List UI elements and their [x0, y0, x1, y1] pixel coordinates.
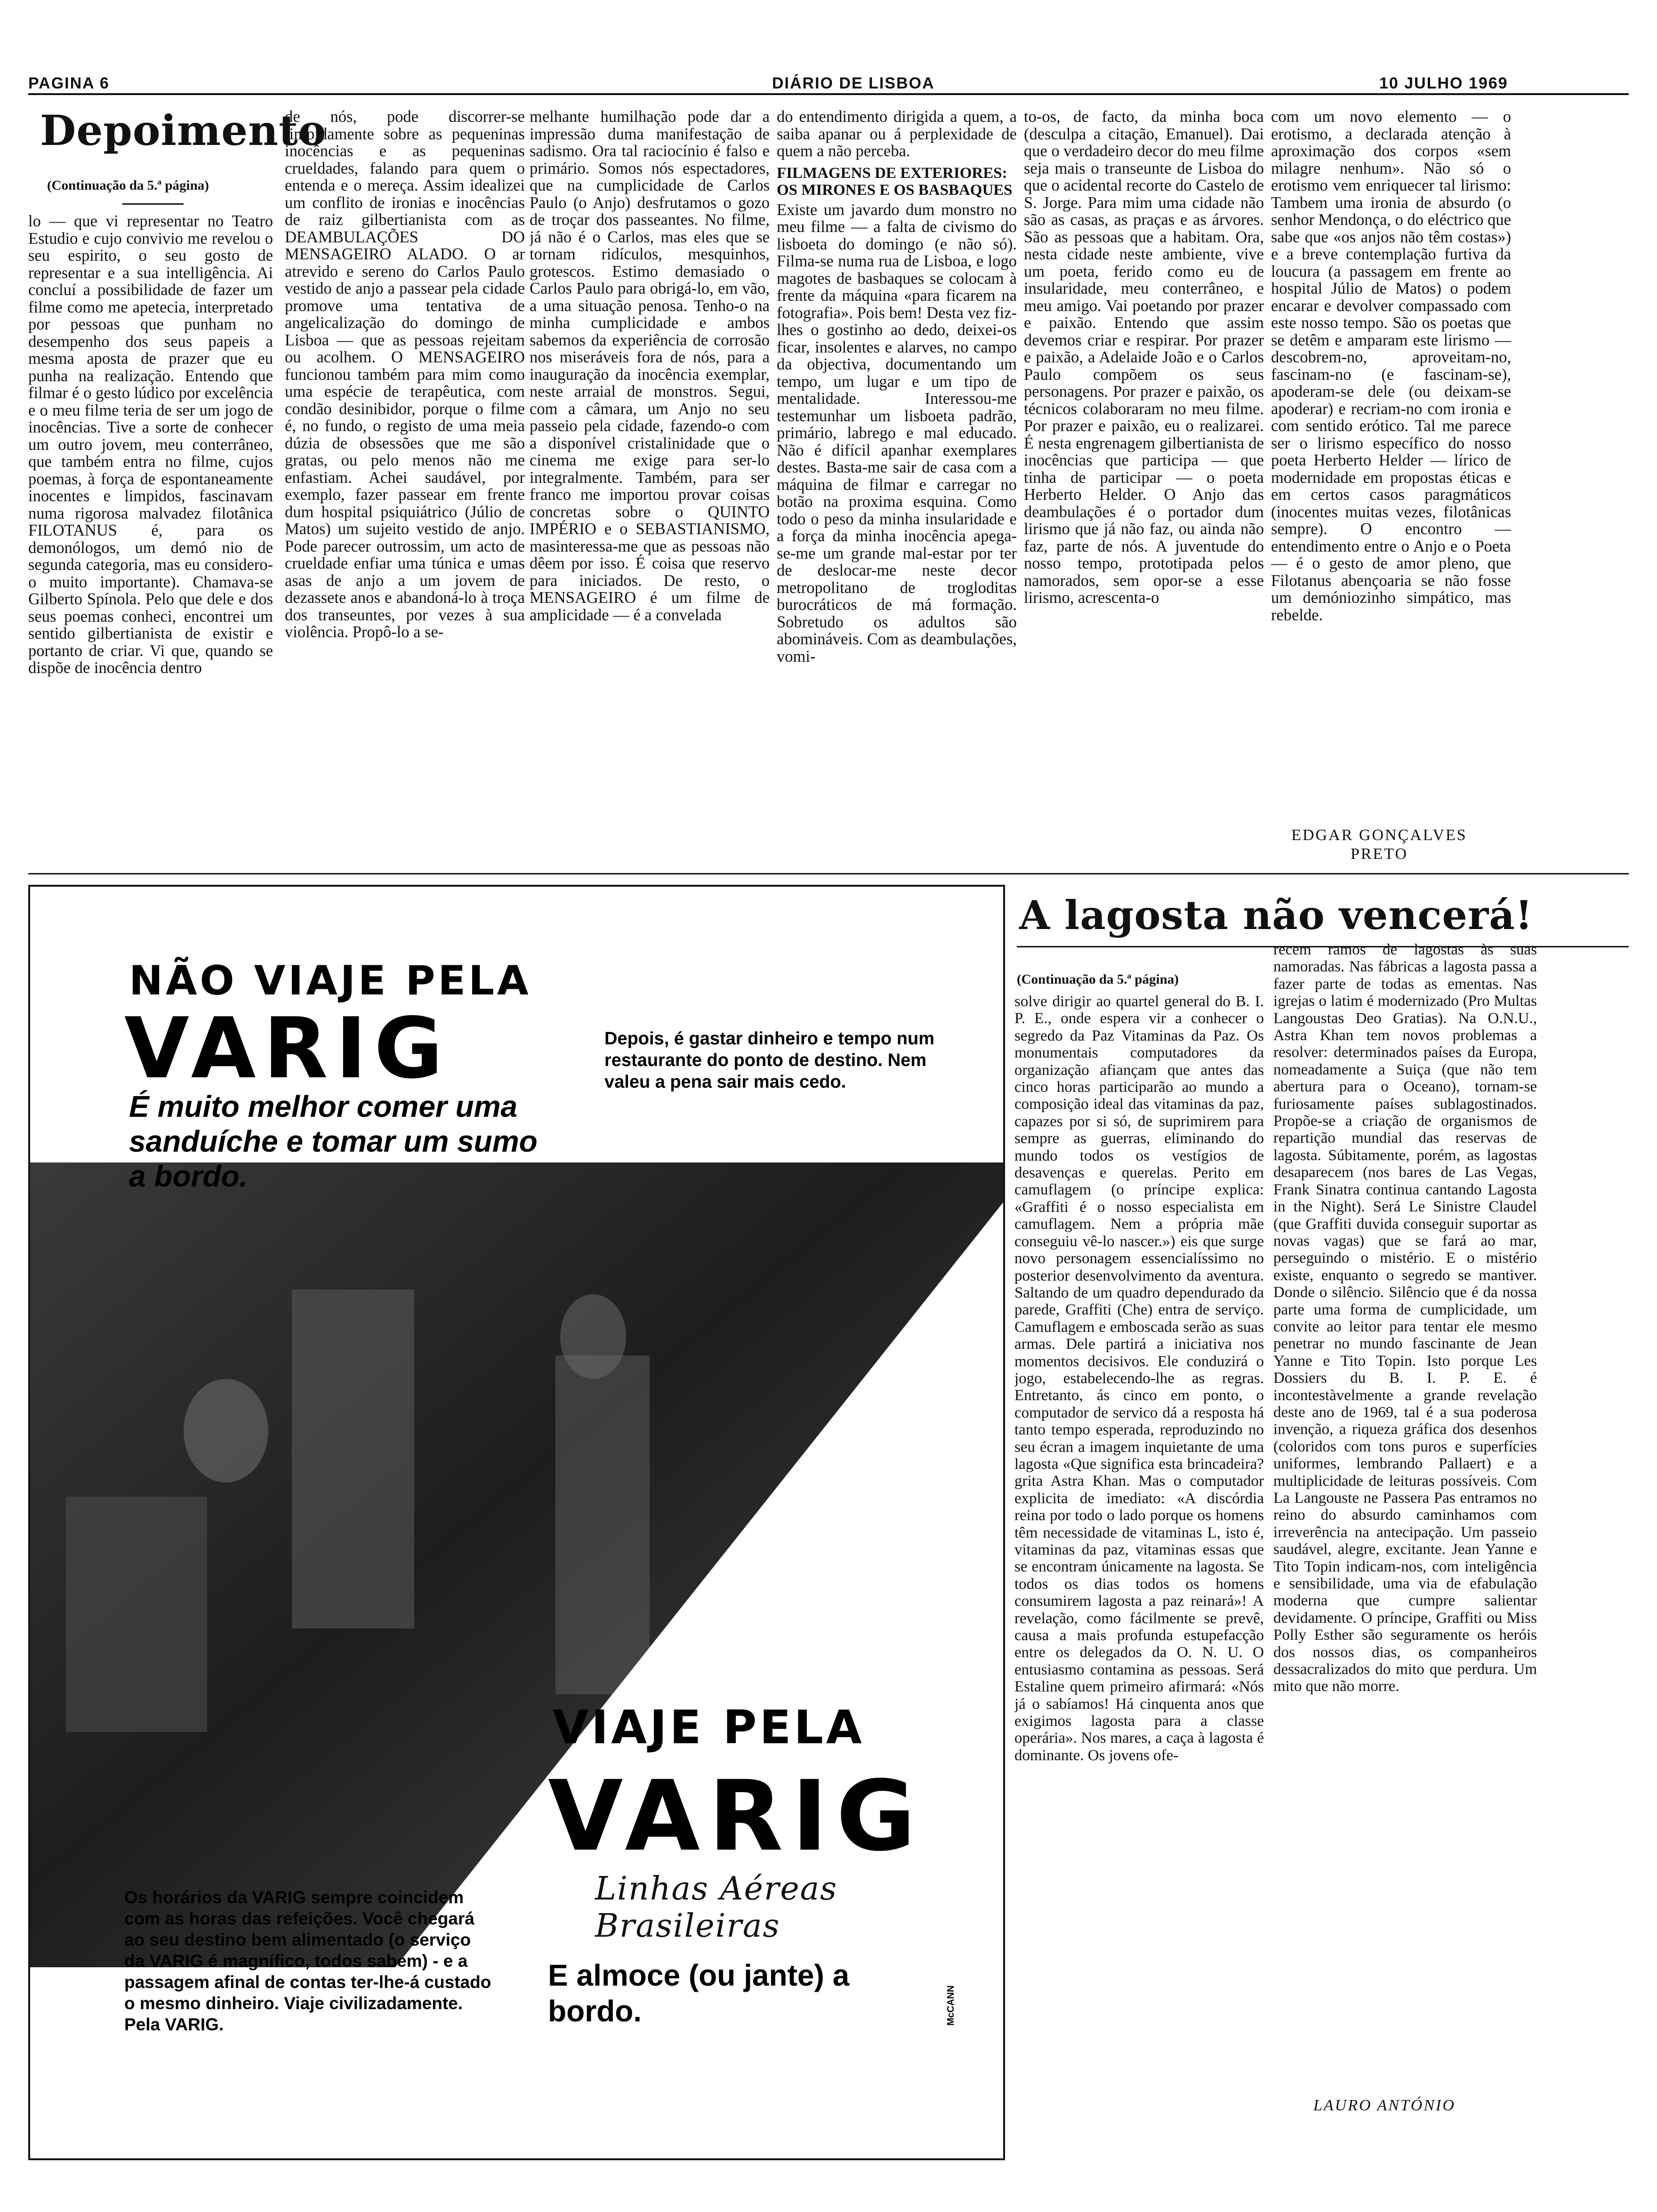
article2-author: LAURO ANTÓNIO	[1313, 2097, 1456, 2114]
continuation-rule	[122, 203, 184, 205]
article1-bottom-rule	[28, 873, 1629, 874]
issue-date: 10 JULHO 1969	[1379, 74, 1508, 92]
subheading-filmagens: FILMAGENS DE EXTERIORES: OS MIRONES E OS BASBAQUES	[777, 164, 1013, 199]
article1-column-2: de nós, pode discorrer-se limpidamente sobre as pequeninas inocências e as pequeninas crueldades, falando para quem o entenda e o mereça. Assim idealizei um conflito de ironias e inocências de raiz gilbertianista com as DEAMBULAÇÕES DO MENSAGEIRO ALADO. O ar atrevido e sereno do Carlos Paulo vestido de anjo a passear pela cidade promove uma tentativa de angelicalização do domingo de Lisboa — que as pessoas rejeitam ou acolhem. O MENSAGEIRO funcionou também para mim como uma espécie de terapêutica, com condão desinibidor, porque o filme é, no fundo, o registo de uma meia dúzia de obsessões que me são gratas, ou pelo menos não me enfastiam. Achei saudável, por exemplo, fazer passear em frente dum hospital psiquiátrico (Júlio de Matos) um sujeito vestido de anjo. Pode parecer outrossim, um acto de crueldade enfiar uma túnica e umas asas de anjo a um jovem de dezassete anos e abandoná-lo à troça dos transeuntes, por vezes à sua violência. Propô-lo a se-	[285, 108, 525, 641]
article1-column-5: to-os, de facto, da minha boca (desculpa a citação, Emanuel). Dai que o verdadeiro decor do meu filme seja mais o transeunte de Lisboa do que o acidental recorte do Castelo de S. Jorge. Para mim uma cidade não são as casas, as praças e as árvores. São as pessoas que a habitam. Ora, nesta cidade neste ambiente, vive um poeta, ferido como eu de insularidade, meu conterrâneo, e meu amigo. Vai poetando por prazer e paixão. Entendo que assim devemos criar e respirar. Por prazer e paixão, a Adelaide João e o Carlos Paulo compõem os seus personagens. Por prazer e paixão, os técnicos colaboraram no meu filme. Por prazer e paixão, eu o realizarei. É nesta engrenagem gilbertianista de inocências que participa — que tinha de participar — o poeta Herberto Helder. O Anjo das deambulações é o portador dum lirismo que já não faz, ou ainda não faz, parte de nós. A juventude do nosso tempo, prototipada pelos namorados, sem opor-se a esse lirismo, acrescenta-o	[1024, 108, 1264, 607]
page-label: PAGINA 6	[28, 74, 110, 92]
article-title-depoimento: Depoimento	[40, 106, 327, 155]
article2-column-2: recem ramos de lagostas às suas namoradas. Nas fábricas a lagosta passa a fazer parte de todas as ementas. Nas igrejas o latim é modernizado (Pro Multas Langoustas Deo Gratias). Na O.N.U., Astra Khan tem novos problemas a resolver: determinados países da Europa, nomeadamente a Suiça (que não tem abertura para o Oceano), tornam-se furiosamente países sublagostinados. Propõe-se a criação de organismos de repartição mundial das reservas de lagosta. Súbitamente, porém, as lagostas desaparecem (nos bares de Las Vegas, Frank Sinatra continua cantando Lagosta in the Night). Será Le Sinistre Claudel (que Graffiti duvida conseguir suportar as novas vagas) que se fará ao mar, perseguindo o mistério. E o mistério existe, enquanto o segredo se mantiver. Donde o silêncio. Silêncio que é da nossa parte uma forma de cumplicidade, um convite ao leitor para tentar ele mesmo penetrar no mundo fascinante de Jean Yanne e Tito Topin. Isto porque Les Dossiers du B. I. P. E. é incontestàvelmente a grande revelação deste ano de 1969, tal é a sua poderosa invenção, a riqueza gráfica dos desenhos (coloridos com tons puros e superfícies uniformes, lembrando Pallaert) e a multiplicidade de leituras possíveis. Com La Langouste ne Passera Pas entramos no reino do absurdo caminhamos com irreverência na antecipação. Um passeio saudável, alegre, excitante. Jean Yanne e Tito Topin indicam-nos, com inteligência e sensibilidade, uma via de efabulação moderna que cumpre salientar devidamente. O príncipe, Graffiti ou Miss Polly Esther são seguramente os heróis dos nossos dias, os companheiros dessacralizados do mito que perdura. Um mito que não morre.	[1273, 941, 1537, 1695]
continuation-note: (Continuação da 5.ª página)	[47, 178, 209, 193]
masthead-rule	[28, 93, 1629, 95]
varig-advert	[28, 885, 1005, 2160]
article1-column-6: com um novo elemento — o erotismo, a declarada atenção à aproximação dos corpos «sem milagre nenhum». Não só o erotismo vem enriquecer tal lirismo: Tambem uma ironia de absurdo (o senhor Mendonça, o do eléctrico que sabe que «os anjos não têm costas») e a breve contemplação furtiva da loucura (a passagem em frente ao hospital Júlio de Matos) o podem encarar e devolver compassado com este nosso tempo. São os poetas que se detêm e amparam este lirismo — descobrem-no, aproveitam-no, fascinam-no (e fascinam-se), apoderam-se dele (ou deixam-se apoderar) e recriam-no com ironia e com sentido erótico. Tal me parece ser o lirismo específico do nosso poeta Herberto Helder — lírico de modernidade em propostas éticas e em certos casos paragmáticos (inocentes muitas vezes, filotânicas sempre). O encontro — entendimento entre o Anjo e o Poeta — é o gesto de amor pleno, que Filotanus abençoaria se não fosse um demóniozinho simpático, mas rebelde.	[1271, 108, 1511, 624]
varig-logo-top: VARIG	[124, 1000, 450, 1097]
ad-headline-top: NÃO VIAJE PELA	[129, 957, 531, 1004]
article1-column-3: melhante humilhação pode dar a impressão duma manifestação de sadismo. Ora tal raciocínio é falso e primário. Somos nós espectadores, que na cumplicidade de Carlos Paulo (o Anjo) desfrutamos o gozo de troçar dos passeantes. No filme, já não é o Carlos, mas eles que se tornam ridículos, mesquinhos, grotescos. Estimo demasiado o Carlos Paulo para obrigá-lo, em vão, a uma situação penosa. Tenho-o na minha cumplicidade e ambos sabemos da experiência de corrosão nos miseráveis fora de nós, para a inauguração da inocência exemplar, neste arraial de monstros. Segui, com a câmara, um Anjo no seu passeio pela cidade, fazendo-o com a disponível cristalinidade que o cinema me exige para ser-lo integralmente. Também, para ser franco me importou provar coisas concretas sobre o QUINTO IMPÉRIO e o SEBASTIANISMO, masinteressa-me que as pessoas não dêem por isso. É coisa que reservo para iniciados. De resto, o MENSAGEIRO é um filme de amplicidade — é a convelada	[530, 108, 770, 624]
ad-side-note: Depois, é gastar dinheiro e tempo num restaurante do ponto de destino. Nem valeu a pena sair mais cedo.	[604, 1029, 935, 1092]
article1-author: EDGAR GONÇALVES PRETO	[1291, 826, 1467, 863]
ad-closing: E almoce (ou jante) a bordo.	[548, 1958, 850, 2028]
article2-column-1: solve dirigir ao quartel general do B. I. P. E., onde espera vir a conhecer o segredo da Paz Vitaminas da Paz. Os monumentais computadores da organização afiançam que antes das cinco horas participarão ao mundo a composição ideal das vitaminas da paz, capazes por si só, de suprimirem para sempre as guerras, eliminando do mundo todos os vestígios de desavenças e querelas. Perito em camuflagem (o príncipe explica: «Graffiti é o nosso especialista em camuflagem. Nem a própria mãe conseguiu vê-lo nascer.») eis que surge novo personagem essencialíssimo no posterior desenvolvimento da aventura. Saltando de um quadro dependurado da parede, Graffiti (Che) entra de serviço. Camuflagem e emboscada serão as suas armas. Dele partirá a iniciativa nos momentos decisivos. Ele conduzirá o jogo, estabelecendo-lhe as regras. Entretanto, ás cinco em ponto, o computador de servico dá a resposta há tanto tempo esperada, reproduzindo no seu écran a imagem inquietante de uma lagosta «Que significa esta brincadeira? grita Astra Khan. Mas o computador explicita de imediato: «A discórdia reina por todo o lado porque os homens têm necessidade de vitaminas L, isto é, vitaminas da paz, vitaminas essas que se encontram únicamente na lagosta. Se todos os dias todos os homens consumirem lagosta a paz reinará»! A revelação, como fácilmente se prevê, causa a mais profunda estupefacção entre os delegados da O. N. U. O entusiasmo contamina as pessoas. Será Estaline quem primeiro afirmará: «Nós já o sabíamos! Há cinquenta anos que exigimos lagosta para a classe operária». Nos mares, a caça à lagosta é dominante. Os jovens ofe-	[1014, 993, 1264, 1764]
agency-credit: McCANN	[946, 1985, 956, 2026]
article-title-lagosta: A lagosta não vencerá!	[1019, 892, 1533, 938]
article1-column-1: lo — que vi representar no Teatro Estudio e cujo convivio me revelou o seu espirito, o seu gosto de representar e a sua intelligência. Ai concluí a possibilidade de fazer um filme como me apetecia, interpretado por pessoas que punham no desempenho dos seus papeis a mesma aposta de prazer que eu punha na realização. Entendo que filmar é o gesto lúdico por excelência e o meu filme teria de ser um jogo de inocências. Tive a sorte de conhecer um outro jovem, meu conterrâneo, que também entra no filme, cujos poemas, à força de espontaneamente inocentes e limpidos, fascinavam numa rigorosa malvadez filotânica FILOTANUS é, para os demonólogos, um demó nio de segunda categoria, mas eu considero-o muito importante). Chamava-se Gilberto Spínola. Pelo que dele e dos seus poemas conheci, encontrei um sentido gilbertianista de existir e portanto de criar. Vi que, quando se dispõe de inocência dentro	[28, 213, 273, 677]
article1-column-4: do entendimento dirigida a quem, a saiba apanar ou á perplexidade de quem a não perceba. FILMAGENS DE EXTERIORES: OS MIRONES E OS BASBAQUES Existe um javardo dum monstro no meu filme — a falta de civismo do lisboeta do domingo (e não só). Filma-se numa rua de Lisboa, e logo magotes de basbaques se colocam à frente da máquina «para ficarem na fotografia». Pois bem! Desta vez fiz-lhes o gostinho ao dedo, deixei-os ficar, insolentes e alarves, no campo da objectiva, documentando um tempo, um lugar e um tipo de mentalidade. Interessou-me testemunhar um lisboeta padrão, primário, labrego e mal educado. Não é difícil apanhar exemplares destes. Basta-me sair de casa com a máquina de filmar e carregar no botão na proxima esquina. Como todo o peso da minha insularidade e a força da minha inocência apega-se-me um grande mal-estar por ter de deslocar-me neste decor metropolitano de trogloditas burocráticos de má formação. Sobretudo os adultos são abomináveis. Com as deambulações, vomi-	[777, 108, 1017, 665]
paper-name: DIÁRIO DE LISBOA	[772, 74, 935, 92]
ad-headline-bottom: VIAJE PELA	[553, 1701, 865, 1755]
ad-body-copy: Os horários da VARIG sempre coincidem com as horas das refeições. Você chegará ao seu destino bem alimentado (o serviço da VARIG é magnífico, todos sabem) - e a passagem afinal de contas ter-lhe-á custado o mesmo dinheiro. Viaje civilizadamente. Pela VARIG.	[124, 1888, 491, 2034]
article2-continuation: (Continuação da 5.ª página)	[1017, 972, 1179, 987]
varig-logo-bottom: VARIG	[548, 1760, 925, 1873]
ad-tagline: É muito melhor comer uma sanduíche e tomar um sumo a bordo.	[129, 1090, 538, 1193]
varig-script-tagline: Linhas Aéreas Brasileiras	[595, 1870, 838, 1945]
